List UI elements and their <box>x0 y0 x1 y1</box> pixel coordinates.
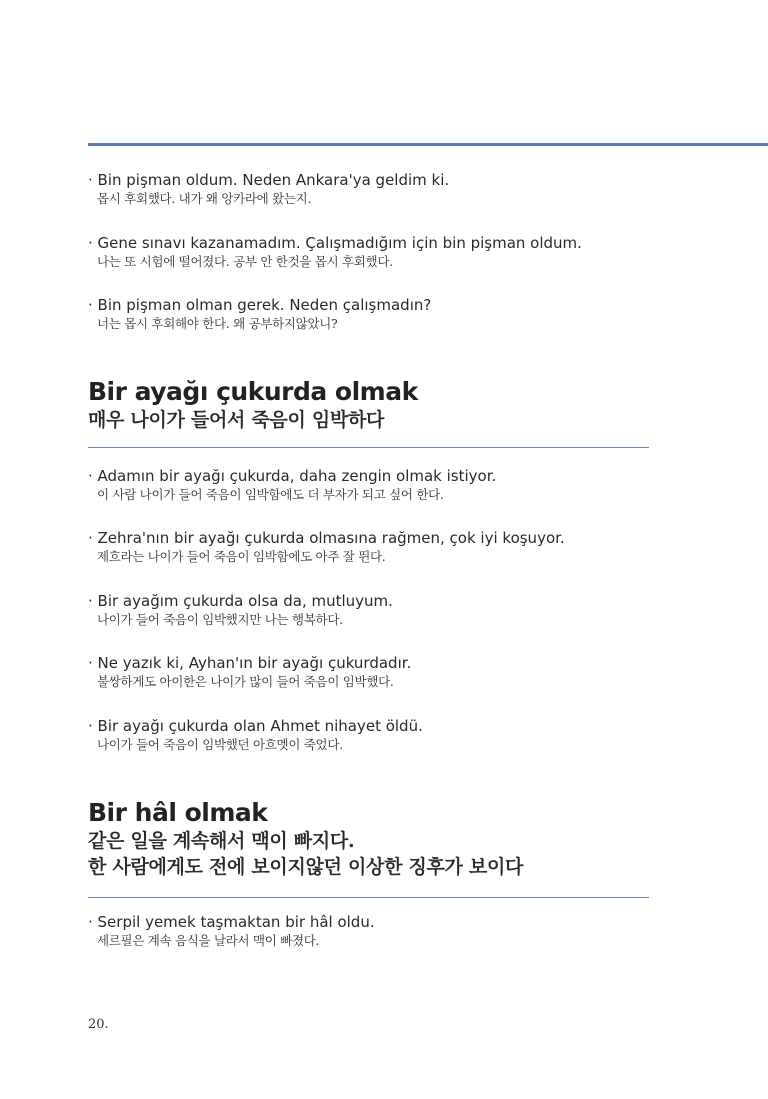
example-korean: 나이가 들어 죽음이 임박했던 아흐멧이 죽었다. <box>97 737 343 752</box>
section-divider <box>88 897 649 898</box>
idiom-meaning: 같은 일을 계속해서 맥이 빠지다. <box>88 830 355 852</box>
section-divider <box>88 447 649 448</box>
idiom-title: Bir hâl olmak <box>88 798 268 827</box>
page-number: 20. <box>88 1017 109 1032</box>
example-item <box>88 295 728 332</box>
example-korean: 몹시 후회했다. 내가 왜 앙카라에 왔는지. <box>97 191 312 206</box>
example-turkish: · Zehra'nın bir ayağı çukurda olmasına rağmen, çok iyi koşuyor. <box>88 529 565 547</box>
idiom-meaning: 매우 나이가 들어서 죽음이 임박하다 <box>88 409 385 431</box>
example-turkish: · Adamın bir ayağı çukurda, daha zengin olmak istiyor. <box>88 467 497 485</box>
example-turkish: · Serpil yemek taşmaktan bir hâl oldu. <box>88 913 375 931</box>
idiom-title: Bir ayağı çukurda olmak <box>88 377 418 406</box>
example-item <box>88 653 728 690</box>
idiom-heading <box>88 798 728 880</box>
example-item <box>88 912 728 949</box>
example-turkish: · Gene sınavı kazanamadım. Çalışmadığım için bin pişman oldum. <box>88 234 582 252</box>
example-item <box>88 233 728 270</box>
example-item <box>88 716 728 753</box>
example-korean: 세르필은 계속 음식을 날라서 맥이 빠졌다. <box>97 933 320 948</box>
example-turkish: · Bir ayağı çukurda olan Ahmet nihayet öldü. <box>88 717 423 735</box>
example-turkish: · Ne yazık ki, Ayhan'ın bir ayağı çukurdadır. <box>88 654 412 672</box>
example-korean: 너는 몹시 후회해야 한다. 왜 공부하지않았니? <box>97 316 338 331</box>
example-item <box>88 466 728 503</box>
top-rule <box>88 143 768 146</box>
example-korean: 이 사람 나이가 들어 죽음이 임박함에도 더 부자가 되고 싶어 한다. <box>97 487 444 502</box>
example-korean: 불쌍하게도 아이한은 나이가 많이 들어 죽음이 임박했다. <box>97 674 394 689</box>
example-korean: 제흐라는 나이가 들어 죽음이 임박함에도 아주 잘 뛴다. <box>97 549 386 564</box>
example-item <box>88 528 728 565</box>
idiom-meaning: 한 사람에게도 전에 보이지않던 이상한 징후가 보이다 <box>88 856 524 878</box>
example-korean: 나는 또 시험에 떨어졌다. 공부 안 한것을 몹시 후회했다. <box>97 254 393 269</box>
idiom-heading <box>88 377 728 433</box>
example-turkish: · Bin pişman oldum. Neden Ankara'ya geldim ki. <box>88 171 450 189</box>
example-turkish: · Bin pişman olman gerek. Neden çalışmadın? <box>88 296 432 314</box>
example-item <box>88 170 728 207</box>
example-korean: 나이가 들어 죽음이 임박했지만 나는 행복하다. <box>97 612 343 627</box>
example-turkish: · Bir ayağım çukurda olsa da, mutluyum. <box>88 592 393 610</box>
example-item <box>88 591 728 628</box>
